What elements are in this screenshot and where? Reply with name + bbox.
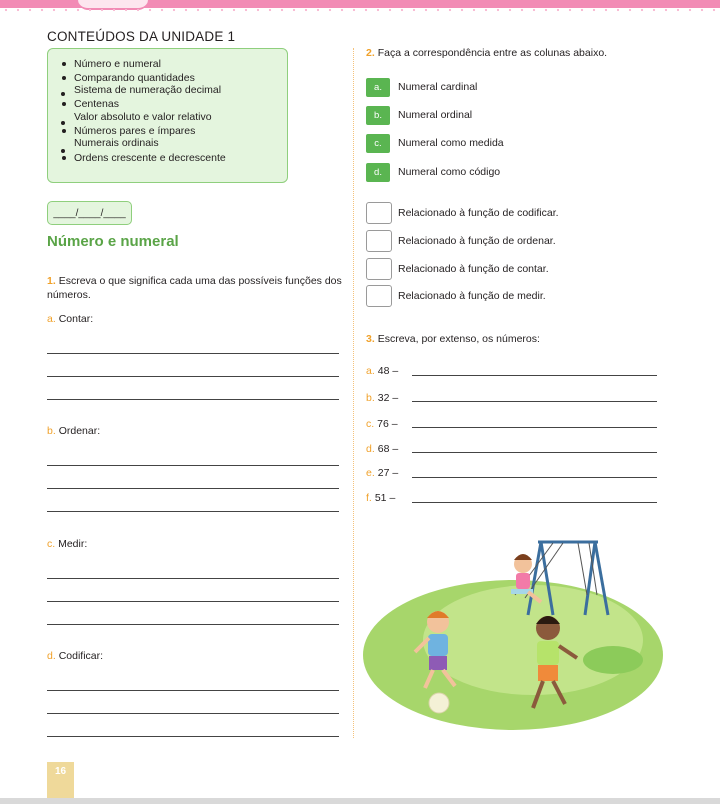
item-letter: b. bbox=[47, 425, 56, 437]
question-1-item-b bbox=[47, 425, 100, 437]
question-1-item-d bbox=[47, 650, 103, 662]
extenso-item bbox=[366, 390, 398, 404]
item-number: 51 – bbox=[374, 492, 396, 504]
question-3 bbox=[366, 333, 540, 345]
option-text: Numeral como medida bbox=[398, 137, 504, 149]
match-statement bbox=[366, 202, 559, 224]
item-letter: b. bbox=[366, 392, 375, 404]
option-text: Numeral cardinal bbox=[398, 81, 478, 93]
match-answer-box[interactable] bbox=[366, 202, 392, 224]
answer-line[interactable] bbox=[47, 353, 339, 354]
question-1-item-c bbox=[47, 538, 87, 550]
answer-line[interactable] bbox=[47, 465, 339, 466]
match-option bbox=[366, 133, 504, 153]
item-label: Medir: bbox=[58, 538, 88, 550]
option-letter: a. bbox=[366, 78, 390, 97]
unit-title: CONTEÚDOS DA UNIDADE 1 bbox=[47, 29, 236, 44]
column-divider bbox=[353, 48, 354, 738]
topic-item: Números pares e ímpares bbox=[62, 124, 287, 138]
topic-item: Comparando quantidades bbox=[62, 71, 287, 85]
item-letter: f. bbox=[366, 492, 372, 504]
answer-line[interactable] bbox=[47, 511, 339, 512]
item-letter: e. bbox=[366, 467, 375, 479]
answer-line[interactable] bbox=[47, 601, 339, 602]
grass-highlight bbox=[423, 585, 643, 695]
bottom-band bbox=[0, 798, 720, 804]
item-letter: d. bbox=[366, 443, 375, 455]
item-label: Codificar: bbox=[58, 650, 104, 662]
answer-line[interactable] bbox=[412, 427, 657, 428]
ball-icon bbox=[429, 693, 449, 713]
topic-item: Número e numeral bbox=[62, 57, 287, 71]
page-number: 16 bbox=[47, 762, 74, 800]
match-option bbox=[366, 77, 477, 97]
answer-line[interactable] bbox=[47, 624, 339, 625]
option-letter: c. bbox=[366, 134, 390, 153]
item-number: 48 – bbox=[377, 365, 399, 377]
statement-text: Relacionado à função de codificar. bbox=[398, 207, 559, 219]
answer-line[interactable] bbox=[47, 578, 339, 579]
topic-bullet bbox=[61, 149, 65, 153]
top-decorative-dots bbox=[0, 8, 720, 12]
option-letter: b. bbox=[366, 106, 390, 125]
answer-line[interactable] bbox=[47, 376, 339, 377]
unit-topics-list bbox=[62, 57, 287, 165]
statement-text: Relacionado à função de medir. bbox=[398, 290, 546, 302]
answer-line[interactable] bbox=[412, 401, 657, 402]
item-letter: a. bbox=[47, 313, 56, 325]
extenso-item bbox=[366, 465, 398, 479]
extenso-item bbox=[366, 363, 398, 377]
topic-bullet bbox=[61, 92, 65, 96]
section-title: Número e numeral bbox=[47, 233, 179, 250]
question-3-number: 3. bbox=[366, 333, 375, 345]
item-number: 27 – bbox=[377, 467, 399, 479]
question-2-text: Faça a correspondência entre as colunas abaixo. bbox=[377, 47, 608, 59]
match-answer-box[interactable] bbox=[366, 230, 392, 252]
item-label: Ordenar: bbox=[58, 425, 101, 437]
item-label: Contar: bbox=[58, 313, 94, 325]
question-2-number: 2. bbox=[366, 47, 375, 59]
statement-text: Relacionado à função de ordenar. bbox=[398, 235, 556, 247]
option-text: Numeral ordinal bbox=[398, 109, 473, 121]
statement-text: Relacionado à função de contar. bbox=[398, 263, 549, 275]
topic-item: Sistema de numeração decimal bbox=[74, 83, 222, 96]
item-number: 68 – bbox=[377, 443, 399, 455]
topic-item: Valor absoluto e valor relativo bbox=[74, 110, 212, 123]
answer-line[interactable] bbox=[47, 736, 339, 737]
topic-item: Numerais ordinais bbox=[74, 137, 159, 150]
question-1-number: 1. bbox=[47, 275, 56, 287]
answer-line[interactable] bbox=[412, 477, 657, 478]
bush-icon bbox=[583, 646, 643, 674]
topic-bullet bbox=[61, 121, 65, 125]
item-number: 76 – bbox=[377, 418, 398, 430]
question-1-text: Escreva o que significa cada uma das possíveis funções dos números. bbox=[47, 275, 342, 301]
answer-line[interactable] bbox=[412, 375, 657, 376]
question-2 bbox=[366, 47, 607, 59]
match-option bbox=[366, 162, 500, 182]
match-answer-box[interactable] bbox=[366, 285, 392, 307]
topic-item: Centenas bbox=[62, 97, 287, 111]
extenso-item bbox=[366, 490, 395, 504]
question-1 bbox=[47, 275, 347, 302]
answer-line[interactable] bbox=[47, 399, 339, 400]
topic-item: Ordens crescente e decrescente bbox=[62, 151, 287, 165]
answer-line[interactable] bbox=[47, 690, 339, 691]
match-answer-box[interactable] bbox=[366, 258, 392, 280]
match-statement bbox=[366, 258, 549, 280]
item-letter: d. bbox=[47, 650, 56, 662]
playground-illustration bbox=[363, 530, 663, 730]
question-1-item-a bbox=[47, 313, 93, 325]
item-letter: c. bbox=[366, 418, 375, 430]
unit-topics-box bbox=[47, 48, 288, 183]
extenso-item bbox=[366, 441, 398, 455]
match-option bbox=[366, 105, 472, 125]
match-statement bbox=[366, 285, 546, 307]
item-letter: c. bbox=[47, 538, 56, 550]
option-text: Numeral como código bbox=[398, 166, 501, 178]
answer-line[interactable] bbox=[412, 452, 657, 453]
item-number: 32 – bbox=[377, 392, 399, 404]
answer-line[interactable] bbox=[412, 502, 657, 503]
answer-line[interactable] bbox=[47, 713, 339, 714]
item-letter: a. bbox=[366, 365, 375, 377]
option-letter: d. bbox=[366, 163, 390, 182]
question-3-text: Escreva, por extenso, os números: bbox=[377, 333, 540, 345]
answer-line[interactable] bbox=[47, 488, 339, 489]
match-statement bbox=[366, 230, 556, 252]
date-field[interactable]: ____/____/____ bbox=[47, 201, 132, 225]
extenso-item bbox=[366, 416, 398, 430]
